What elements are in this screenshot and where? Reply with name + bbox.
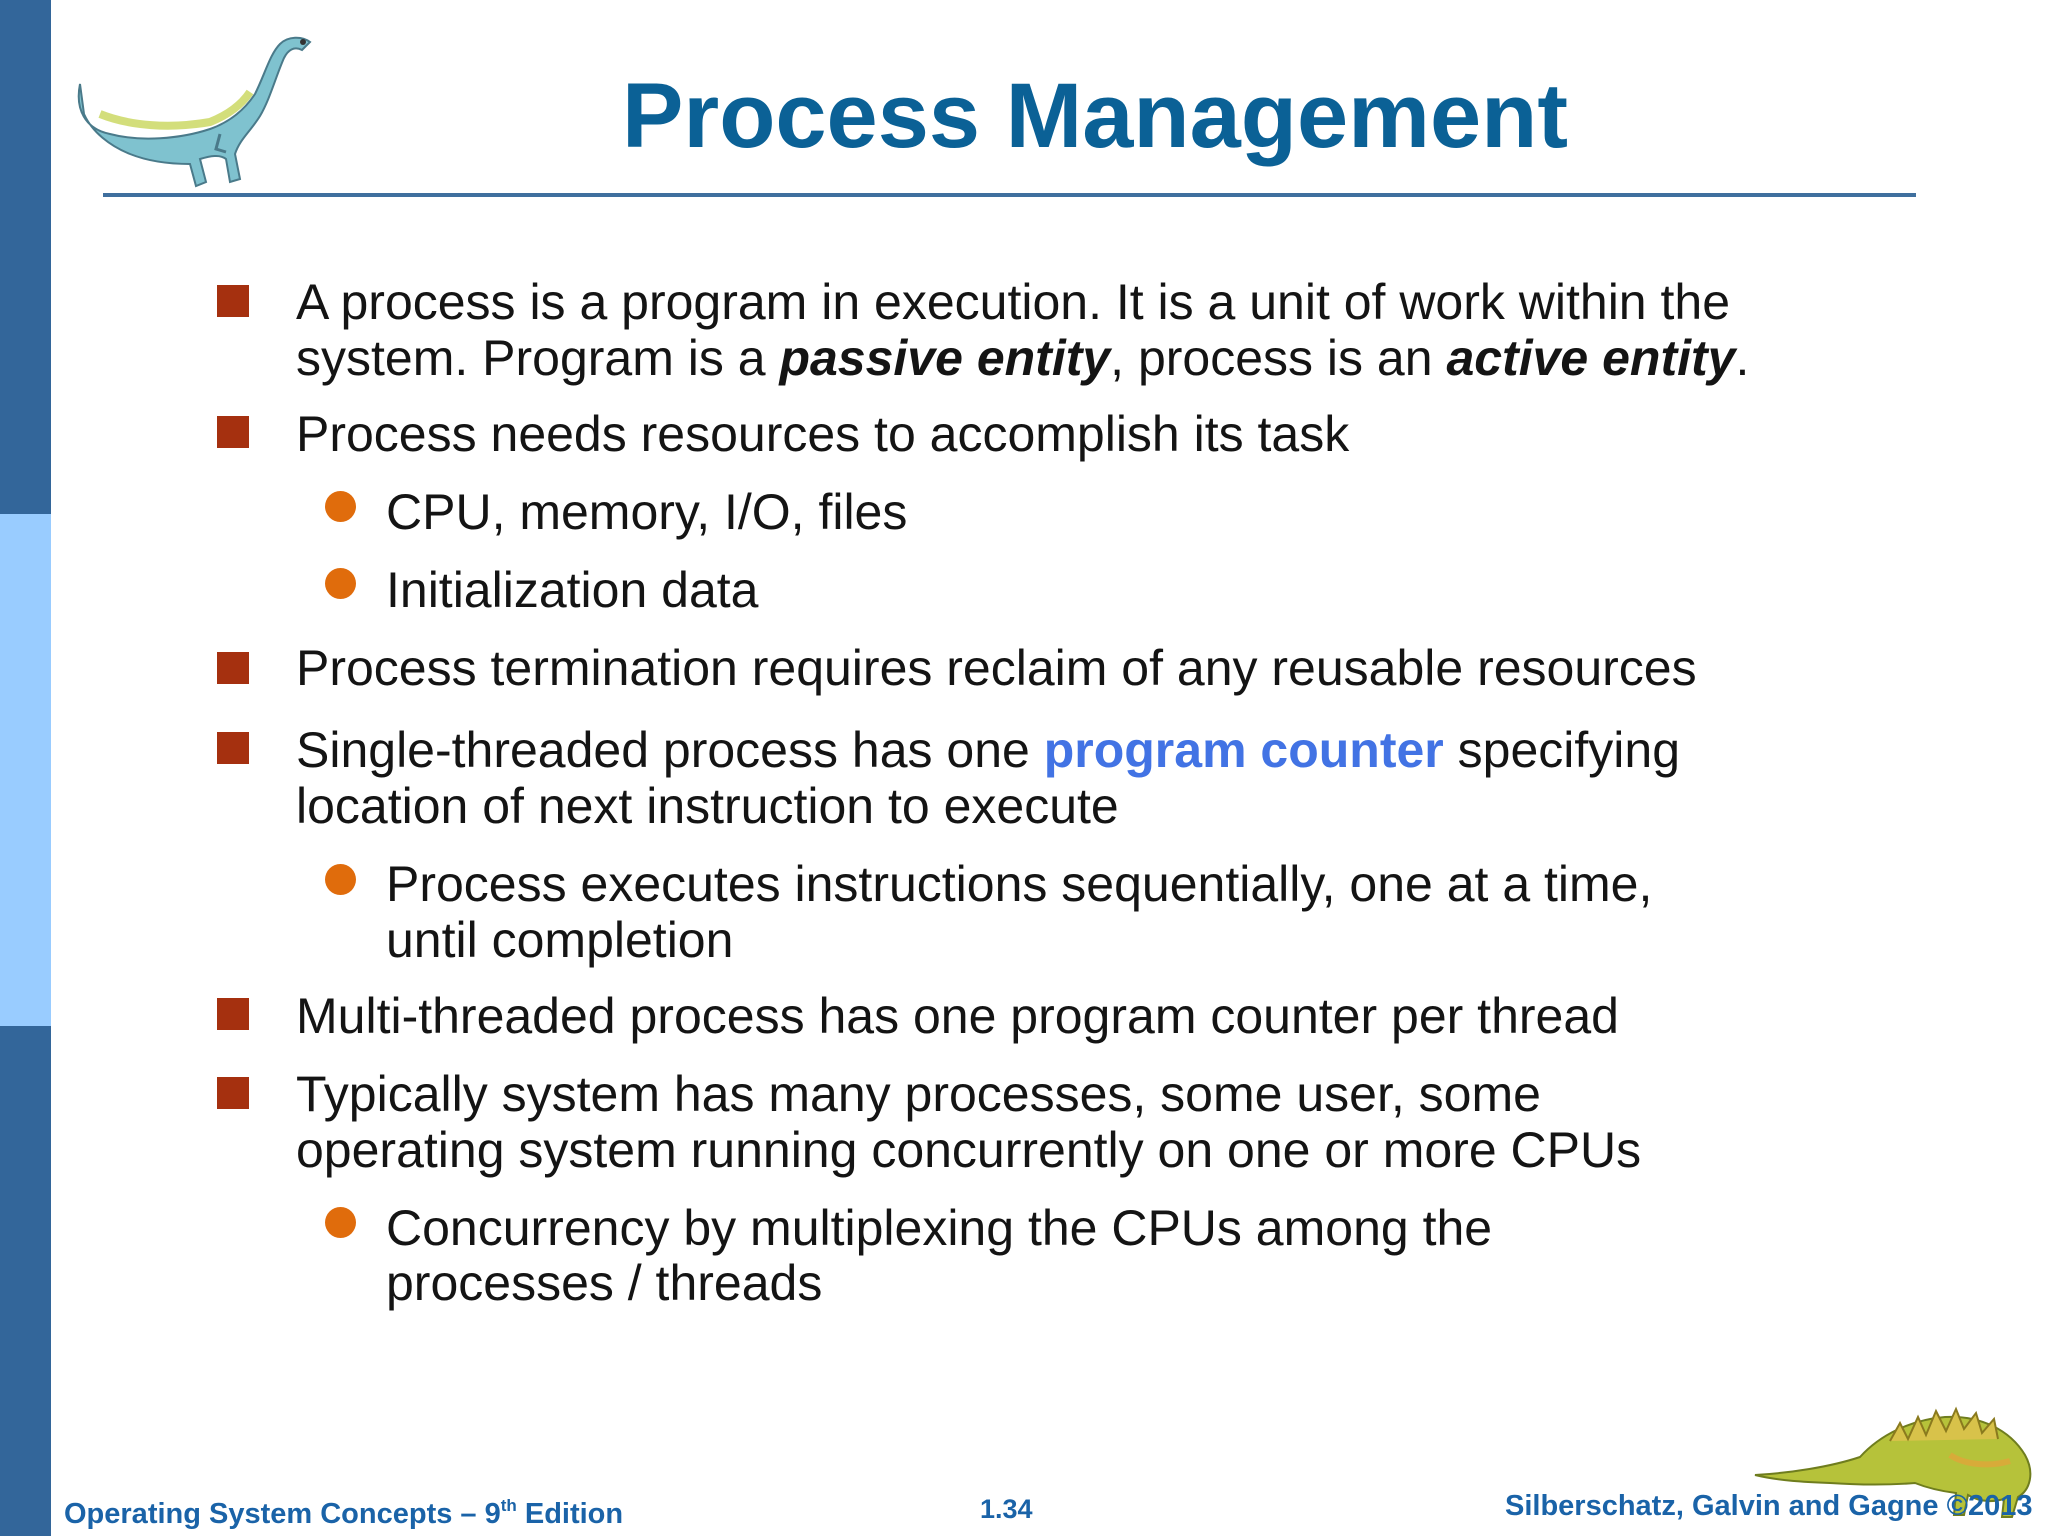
bullet-6-sub-1-line-1: Concurrency by multiplexing the CPUs among the	[386, 1200, 1493, 1256]
bullet-2: Process needs resources to accomplish its task	[296, 406, 1350, 462]
square-bullet-icon	[217, 285, 249, 317]
square-bullet-icon	[217, 416, 249, 448]
round-bullet-icon	[325, 1207, 356, 1238]
footer-book-prefix: Operating System Concepts – 9	[64, 1498, 501, 1530]
program-counter-highlight: program counter	[1043, 722, 1444, 778]
bullet-1-text-b: , process is an	[1110, 330, 1447, 386]
passive-entity-emphasis: passive entity	[779, 330, 1111, 386]
footer-page-number: 1.34	[980, 1494, 1033, 1524]
left-sidebar-light-band	[0, 514, 51, 1026]
round-bullet-icon	[325, 864, 356, 895]
slide-title: Process Management	[622, 65, 1568, 167]
bullet-1-text-a: system. Program is a	[296, 330, 780, 386]
footer-book-superscript: th	[500, 1496, 517, 1515]
square-bullet-icon	[217, 732, 249, 764]
bullet-2-sub-1: CPU, memory, I/O, files	[386, 484, 908, 540]
round-bullet-icon	[325, 491, 356, 522]
bullet-1-line-2	[296, 330, 1749, 386]
bullet-1-line-1: A process is a program in execution. It is a unit of work within the	[296, 274, 1731, 330]
bullet-4-text-a: Single-threaded process has one	[296, 722, 1044, 778]
bullet-6-sub-1-line-2: processes / threads	[386, 1255, 823, 1311]
active-entity-emphasis: active entity	[1446, 330, 1736, 386]
bullet-4-line-1	[296, 722, 1680, 778]
bullet-5: Multi-threaded process has one program counter per thread	[296, 988, 1619, 1044]
bullet-6-line-2: operating system running concurrently on one or more CPUs	[296, 1122, 1642, 1178]
bullet-2-sub-2: Initialization data	[386, 562, 759, 618]
bullet-4-sub-1-line-1: Process executes instructions sequentially, one at a time,	[386, 856, 1653, 912]
bullet-4-sub-1-line-2: until completion	[386, 912, 734, 968]
dinosaur-logo-icon	[70, 14, 320, 194]
bullet-3: Process termination requires reclaim of any reusable resources	[296, 640, 1697, 696]
square-bullet-icon	[217, 998, 249, 1030]
footer-book-title	[64, 1496, 623, 1531]
square-bullet-icon	[217, 1077, 249, 1109]
round-bullet-icon	[325, 568, 356, 599]
bullet-6-line-1: Typically system has many processes, some user, some	[296, 1066, 1541, 1122]
bullet-4-line-2: location of next instruction to execute	[296, 778, 1119, 834]
bullet-1-text-c: .	[1735, 330, 1750, 386]
footer-authors: Silberschatz, Galvin and Gagne ©2013	[1505, 1490, 2033, 1522]
footer-book-suffix: Edition	[516, 1498, 624, 1530]
square-bullet-icon	[217, 652, 249, 684]
title-divider	[103, 193, 1916, 197]
bullet-4-text-b: specifying	[1443, 722, 1681, 778]
